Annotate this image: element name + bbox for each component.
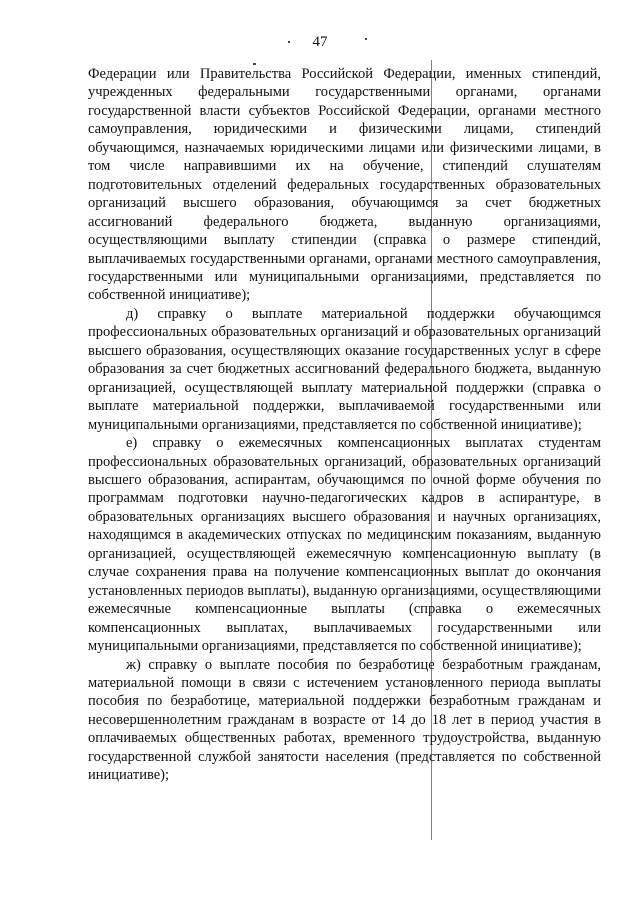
document-body: [88, 65, 601, 785]
paragraph-continuation: Федерации или Правительства Российской Федерации, именных стипендий, учрежденных федеральными государственными органами, органами государственной власти субъектов Российской Федерации, органами местного самоуправления, юридическими и физическими лицами, стипендий обучающимся, назначаемых юридическими лицами или физическими лицами, в том числе направившими их на обучение, стипендий слушателям подготовительных отделений федеральных государственных образовательных организаций высшего образования, обучающимся за счет бюджетных ассигнований федерального бюджета, выданную организациями, осуществляющими выплату стипендии (справка о размере стипендий, выплачиваемых государственными органами, органами местного самоуправления, государственными или муниципальными организациями, представляется по собственной инициативе);: [88, 66, 601, 304]
paragraph-item-e: е) справку о ежемесячных компенсационных выплатах студентам профессиональных образовательных организаций, образовательных организаций высшего образования, аспирантам, обучающимся по очной форме обучения по программам подготовки научно-педагогических кадров в аспирантуре, в образовательных организациях высшего образования и научных организациях, находящимся в академических отпусках по медицинским показаниям, выданную организацией, осуществляющей ежемесячную компенсационную выплату (в случае сохранения права на получение компенсационных выплат до окончания установленных периодов выплаты), выданную организациями, осуществляющими ежемесячные компенсационные выплаты (справка о ежемесячных компенсационных выплатах, выплачиваемых государственными или муниципальными организациями, представляется по собственной инициативе);: [88, 435, 601, 655]
paragraph-item-d: д) справку о выплате материальной поддержки обучающимся профессиональных образовательных организаций и образовательных организаций высшего образования, осуществляющих оказание государственных услуг в сфере образования за счет бюджетных ассигнований федерального бюджета, выданную организацией, осуществляющей выплату материальной поддержки (справка о выплате материальной поддержки, выплачиваемой государственными или муниципальными организациями, представляется по собственной инициативе);: [88, 305, 601, 433]
paragraph-item-zh: ж) справку о выплате пособия по безработице безработным гражданам, материальной помощи в связи с истечением установленного периода выплаты пособия по безработице, материальной поддержки безработным гражданам и несовершеннолетним гражданам в возрасте от 14 до 18 лет в период участия в оплачиваемых общественных работах, временного трудоустройства, выданную государственной службой занятости населения (представляется по собственной инициативе);: [88, 656, 601, 784]
scan-speck: [288, 41, 290, 43]
scan-speck: [365, 38, 367, 40]
page-number: 47: [312, 34, 328, 50]
